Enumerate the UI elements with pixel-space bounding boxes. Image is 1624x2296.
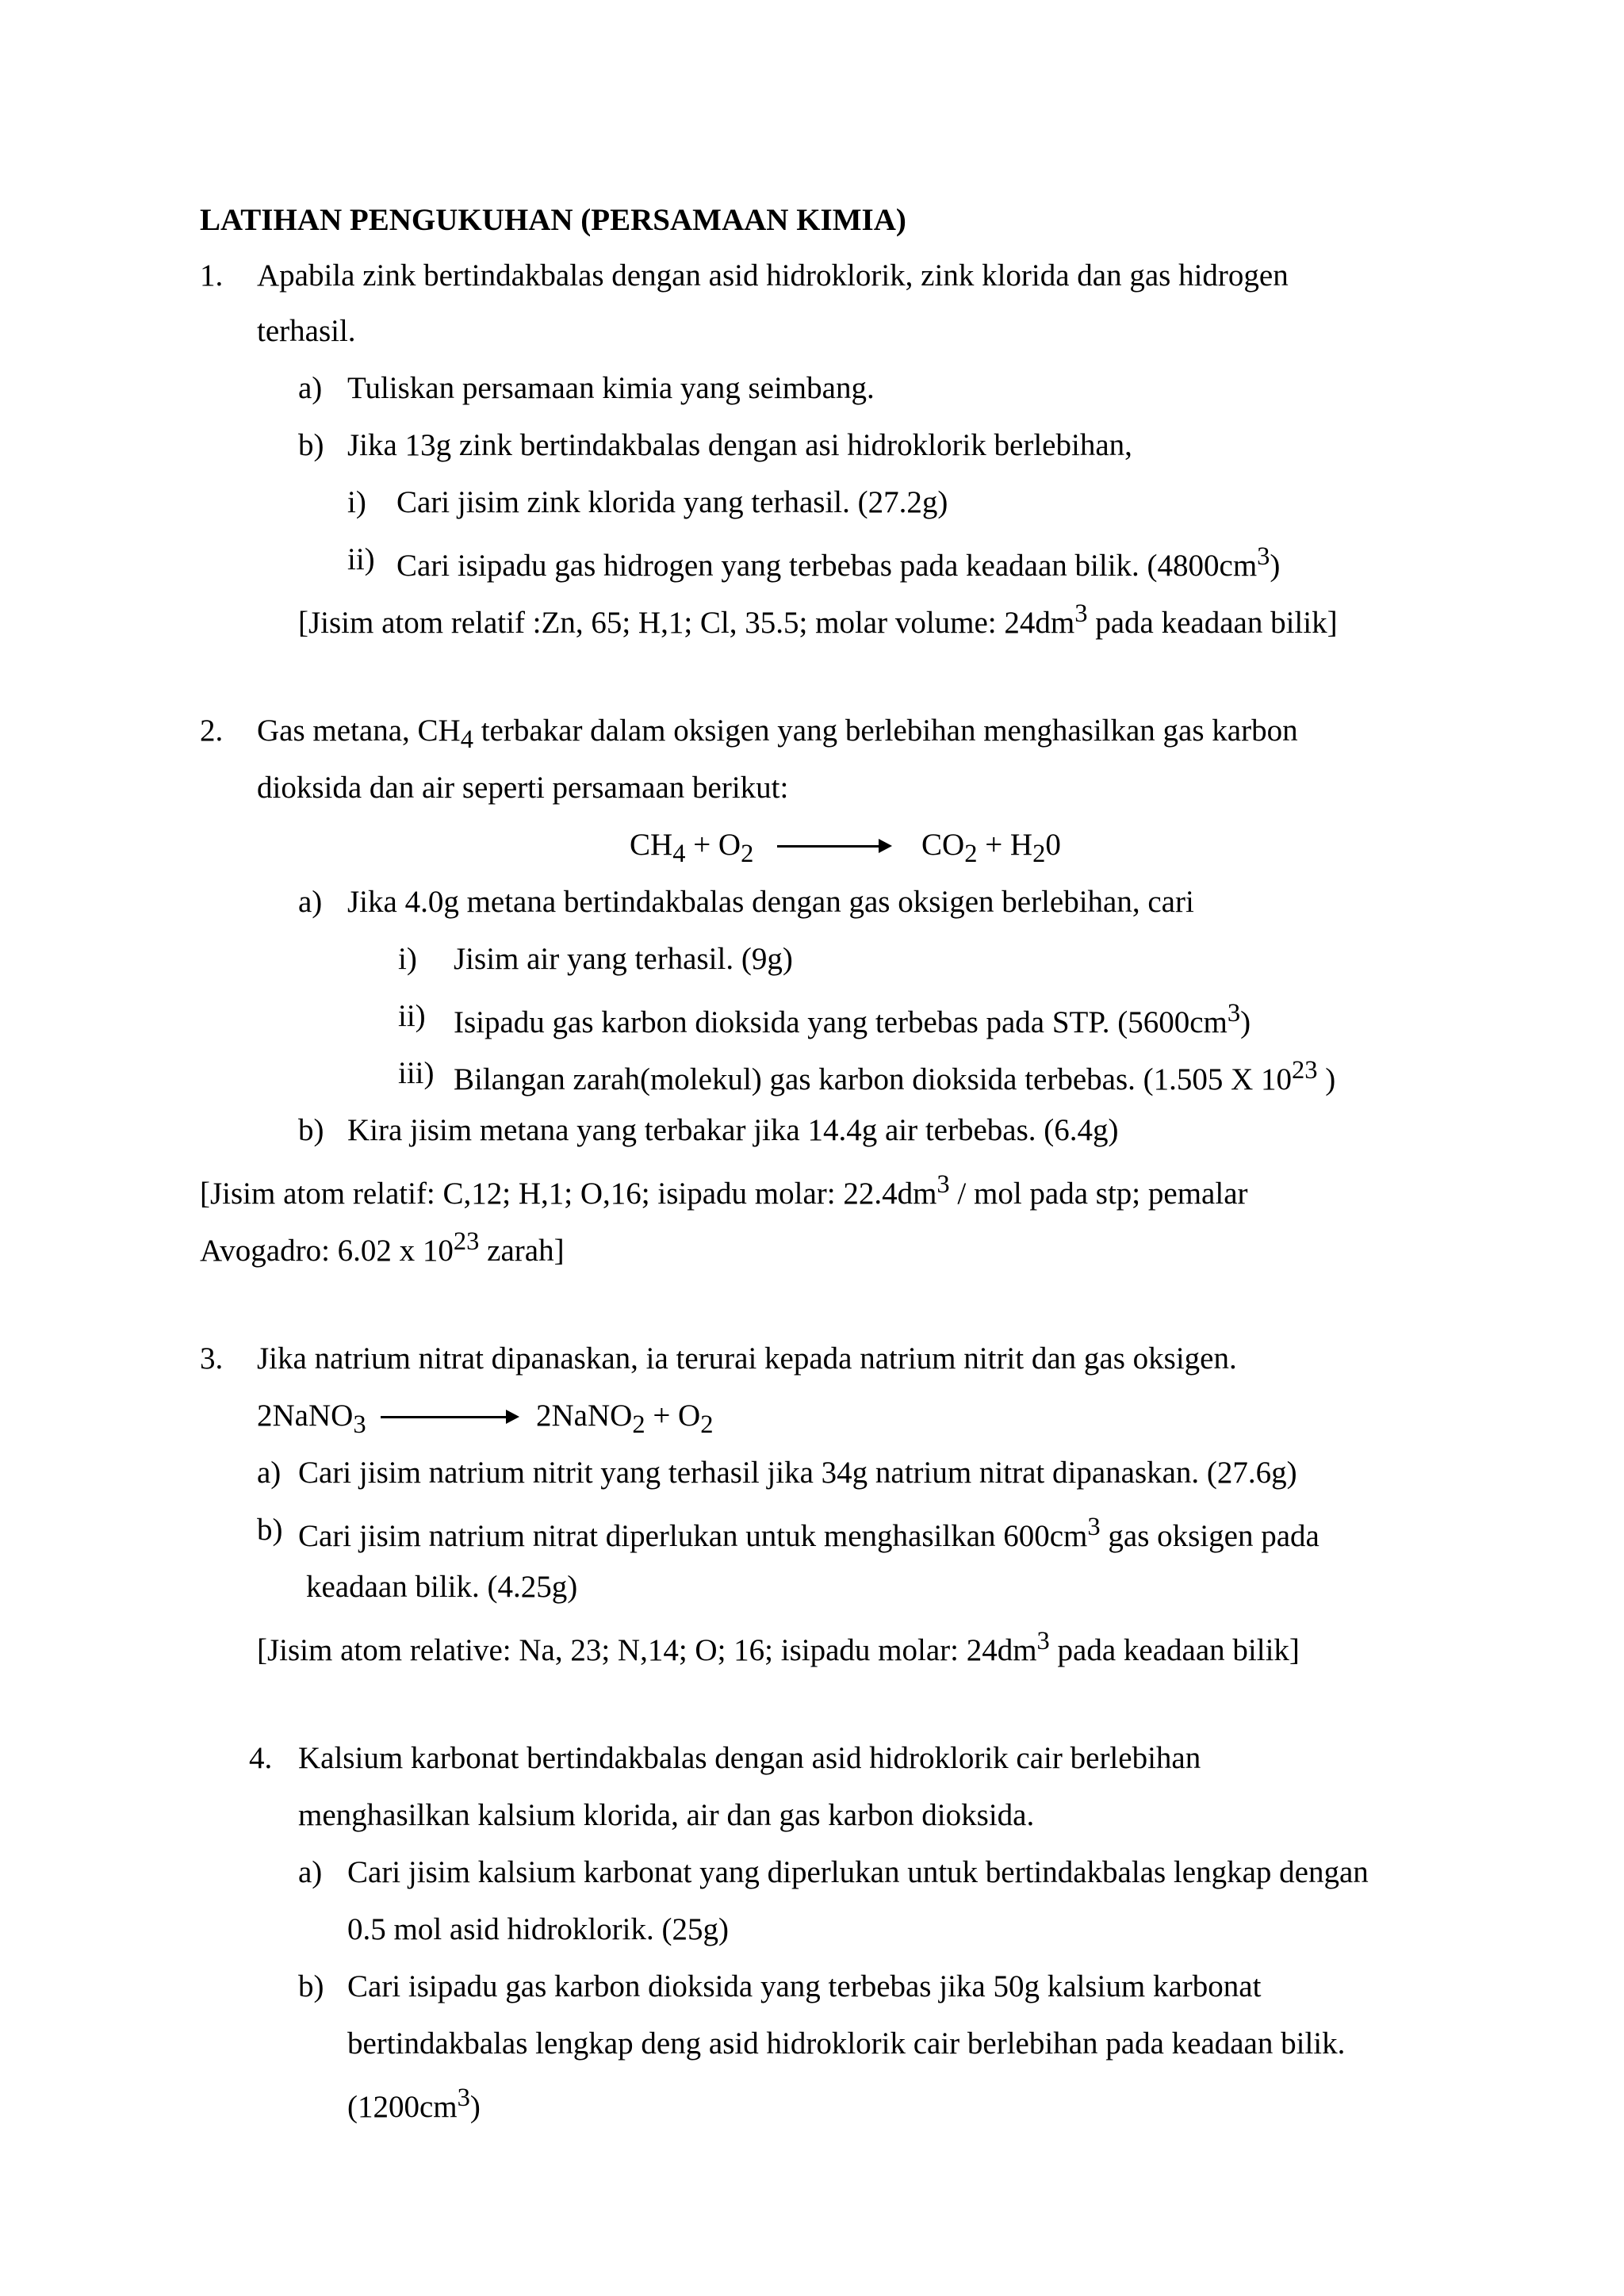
page-title: LATIHAN PENGUKUHAN (PERSAMAAN KIMIA)	[200, 203, 906, 237]
q4a-text-line2: 0.5 mol asid hidroklorik. (25g)	[347, 1912, 729, 1946]
q2-reaction-arrow	[777, 845, 880, 848]
q2-text-line1: Gas metana, $CH_4$ terbakar dalam oksigen yang berlebihan menghasilkan gas karbon	[257, 714, 1298, 754]
q2aiii-label: iii)	[398, 1056, 435, 1090]
q2-number: 2.	[200, 714, 224, 748]
q2-note-line2: Avogadro: 6.02 x $10^{23}$ zarah]	[200, 1227, 565, 1268]
q4a-label: a)	[298, 1855, 323, 1889]
q1-text-line2: terhasil.	[257, 314, 356, 348]
q2b-text: Kira jisim metana yang terbakar jika 14.4g air terbebas. (6.4g)	[347, 1113, 1119, 1147]
q1-text-line1: Apabila zink bertindakbalas dengan asid hidroklorik, zink klorida dan gas hidrogen	[257, 258, 1289, 293]
q1bii-text: Cari isipadu gas hidrogen yang terbebas pada keadaan bilik. $(4800cm^3)$	[396, 542, 1281, 583]
q4b-text-line2: bertindakbalas lengkap deng asid hidroklorik cair berlebihan pada keadaan bilik.	[347, 2026, 1346, 2061]
q4b-label: b)	[298, 1969, 324, 2003]
q1b-label: b)	[298, 428, 324, 462]
q2aiii-text: Bilangan zarah(molekul) gas karbon dioksida terbebas. (1.505 X $10^{23}$ )	[454, 1056, 1336, 1096]
q1bi-label: i)	[347, 485, 366, 519]
q4-text-line2: menghasilkan kalsium klorida, air dan gas karbon dioksida.	[298, 1798, 1035, 1832]
q2b-label: b)	[298, 1113, 324, 1147]
q3-number: 3.	[200, 1341, 224, 1376]
q3b-text-line1: Cari jisim natrium nitrat diperlukan untuk menghasilkan $600cm^3$ gas oksigen pada	[298, 1513, 1320, 1553]
q1bi-text: Cari jisim zink klorida yang terhasil. (27.2g)	[396, 485, 948, 519]
q3b-text-line2: keadaan bilik. (4.25g)	[306, 1570, 578, 1604]
q4-number: 4.	[249, 1741, 273, 1775]
q3-equation-reactant: 2NaNO$_3$	[257, 1399, 366, 1439]
q4b-text-line3: $(1200cm^3)$	[347, 2084, 481, 2124]
q3-reaction-arrow	[381, 1416, 508, 1418]
q2a-text: Jika 4.0g metana bertindakbalas dengan gas oksigen berlebihan, cari	[347, 885, 1194, 919]
q4a-text-line1: Cari jisim kalsium karbonat yang diperlukan untuk bertindakbalas lengkap dengan	[347, 1855, 1369, 1889]
q2-equation-reactants: $CH_4 + O_2$	[630, 828, 754, 868]
q4b-text-line1: Cari isipadu gas karbon dioksida yang terbebas jika 50g kalsium karbonat	[347, 1969, 1262, 2003]
q2aii-label: ii)	[398, 999, 426, 1033]
q2a-label: a)	[298, 885, 323, 919]
q2aii-text: Isipadu gas karbon dioksida yang terbebas pada STP. $(5600cm^3)$	[454, 999, 1251, 1039]
q1bii-label: ii)	[347, 542, 375, 576]
q2-note-line1: [Jisim atom relatif: C,12; H,1; O,16; isipadu molar: $22.4dm^3$ / mol pada stp; pemalar	[200, 1170, 1248, 1211]
q3-equation-products: 2NaNO$_2$ + $O_2$	[536, 1399, 714, 1439]
q3a-label: a)	[257, 1456, 282, 1490]
q2ai-text: Jisim air yang terhasil. (9g)	[454, 942, 793, 976]
q3b-label: b)	[257, 1513, 283, 1547]
q2ai-label: i)	[398, 942, 417, 976]
q1b-text: Jika 13g zink bertindakbalas dengan asi hidroklorik berlebihan,	[347, 428, 1132, 462]
q3-text: Jika natrium nitrat dipanaskan, ia terurai kepada natrium nitrit dan gas oksigen.	[257, 1341, 1237, 1376]
q2-equation-products: $CO_2 + H_20$	[921, 828, 1061, 868]
q2-text-line2: dioksida dan air seperti persamaan berikut:	[257, 771, 789, 805]
q1-note: [Jisim atom relatif :Zn, 65; H,1; Cl, 35.5; molar volume: $24dm^3$ pada keadaan bilik]	[298, 599, 1338, 640]
q3-note: [Jisim atom relative: Na, 23; N,14; O; 16; isipadu molar: $24dm^3$ pada keadaan bilik]	[257, 1627, 1300, 1667]
q3a-text: Cari jisim natrium nitrit yang terhasil jika 34g natrium nitrat dipanaskan. (27.6g)	[298, 1456, 1297, 1490]
q1-number: 1.	[200, 258, 224, 293]
q1a-label: a)	[298, 371, 323, 405]
q4-text-line1: Kalsium karbonat bertindakbalas dengan asid hidroklorik cair berlebihan	[298, 1741, 1201, 1775]
q1a-text: Tuliskan persamaan kimia yang seimbang.	[347, 371, 875, 405]
